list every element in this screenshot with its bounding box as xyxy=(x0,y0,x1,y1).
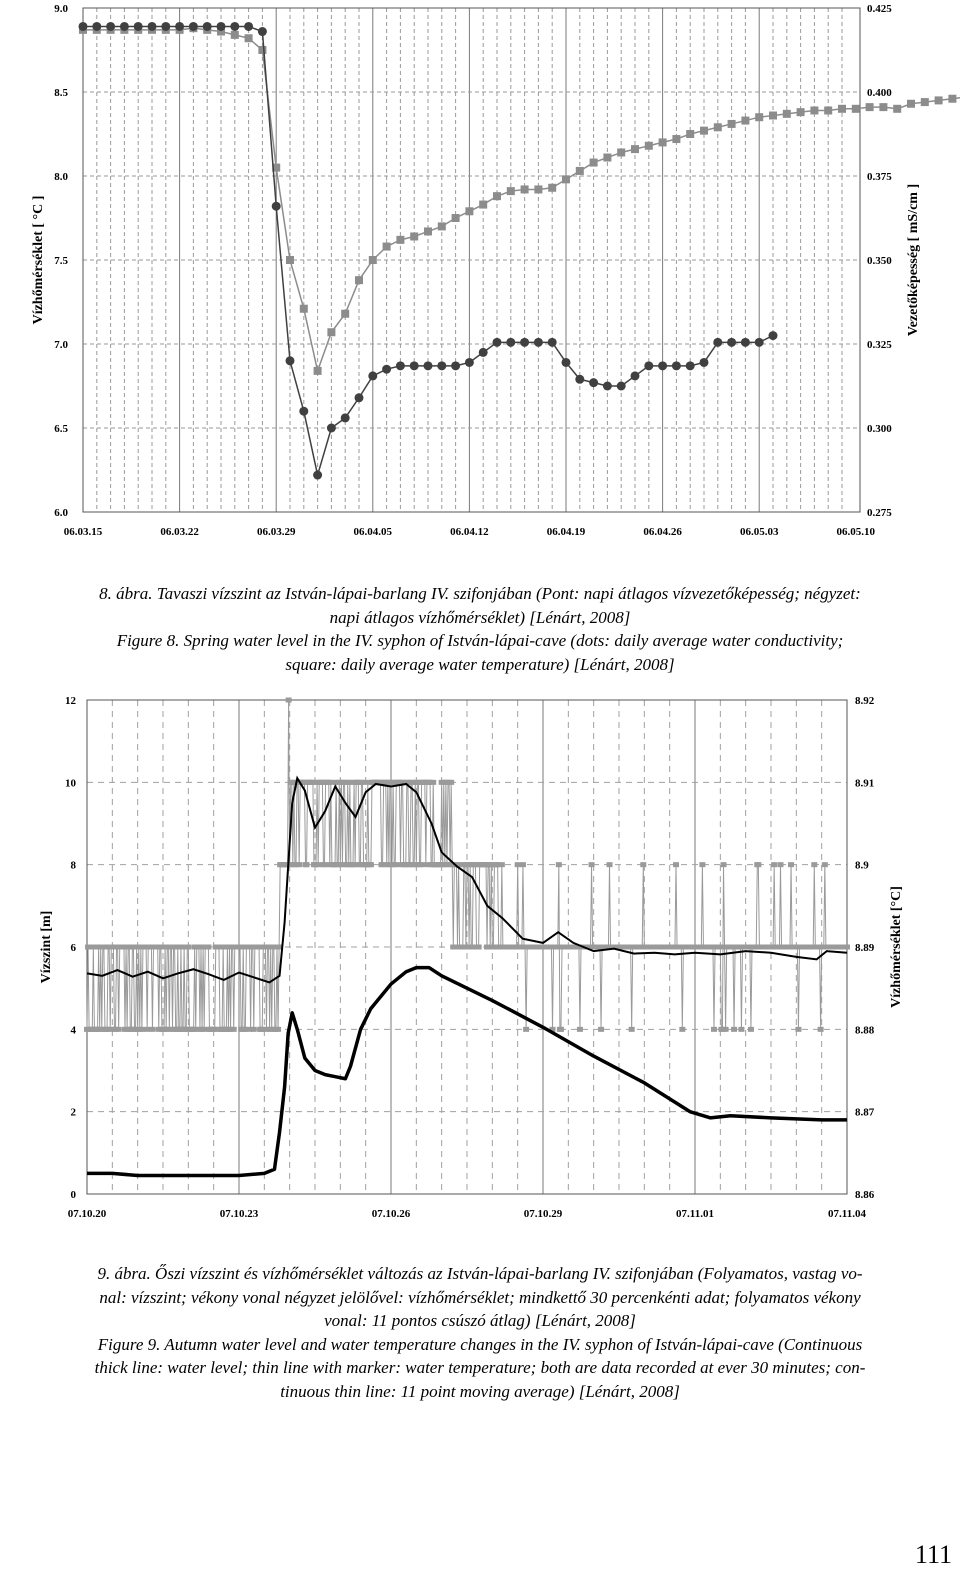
temperature-marker xyxy=(577,1027,583,1032)
x-tick-label: 07.10.29 xyxy=(523,1208,563,1220)
y-right-tick-label: 8.89 xyxy=(855,942,875,954)
y-right-tick-label: 8.92 xyxy=(855,695,875,707)
temperature-marker xyxy=(515,862,521,867)
temperature-marker xyxy=(935,96,943,104)
conductivity-marker xyxy=(79,22,88,31)
temperature-marker xyxy=(679,1027,685,1032)
conductivity-marker xyxy=(134,22,143,31)
temperature-marker xyxy=(852,105,860,113)
conductivity-marker xyxy=(741,338,750,347)
temperature-marker xyxy=(448,780,454,785)
temperature-marker xyxy=(205,945,211,950)
conductivity-marker xyxy=(534,338,543,347)
temperature-marker xyxy=(245,34,253,42)
temperature-marker xyxy=(242,1027,248,1032)
temperature-marker xyxy=(769,112,777,120)
y-left-tick-label: 10 xyxy=(65,777,76,790)
temperature-marker xyxy=(296,862,302,867)
y-right-tick-label: 0.350 xyxy=(867,255,892,267)
temperature-marker xyxy=(149,1027,155,1032)
y-left-tick-label: 6.5 xyxy=(54,423,68,435)
conductivity-marker xyxy=(299,407,308,416)
conductivity-marker xyxy=(493,338,502,347)
conductivity-marker xyxy=(769,331,778,340)
conductivity-marker xyxy=(189,22,198,31)
temperature-marker xyxy=(327,328,335,336)
temperature-marker xyxy=(866,103,874,111)
temperature-marker xyxy=(645,142,653,150)
caption-line: napi átlagos vízhőmérséklet) [Lénárt, 2008] xyxy=(329,607,631,627)
temperature-marker xyxy=(85,945,91,950)
x-tick-label: 06.05.10 xyxy=(836,526,876,538)
temperature-marker xyxy=(116,1027,122,1032)
temperature-marker xyxy=(640,862,646,867)
temperature-marker xyxy=(548,184,556,192)
temperature-marker xyxy=(300,305,308,313)
y-left-tick-label: 7.0 xyxy=(54,339,68,351)
temperature-marker xyxy=(818,1027,824,1032)
conductivity-marker xyxy=(520,338,529,347)
conductivity-marker xyxy=(148,22,157,31)
temperature-marker xyxy=(304,862,310,867)
temperature-marker xyxy=(603,154,611,162)
temperature-marker xyxy=(315,862,321,867)
temperature-marker xyxy=(629,1027,635,1032)
conductivity-marker xyxy=(368,371,377,380)
conductivity-marker xyxy=(506,338,515,347)
temperature-marker xyxy=(476,945,482,950)
conductivity-marker xyxy=(589,378,598,387)
temperature-marker xyxy=(410,232,418,240)
caption-line: 9. ábra. Őszi vízszint és vízhőmérséklet változás az István-lápai-barlang IV. szifonjában (Folyamatos, vastag vo- xyxy=(97,1264,863,1283)
conductivity-marker xyxy=(106,22,115,31)
temperature-marker xyxy=(699,862,705,867)
temperature-marker xyxy=(490,945,496,950)
y-left-axis-title: Vízszint [m] xyxy=(39,910,54,984)
x-tick-label: 06.04.19 xyxy=(546,526,586,538)
y-left-tick-label: 0 xyxy=(70,1189,76,1201)
temperature-marker xyxy=(562,175,570,183)
temperature-marker xyxy=(251,1027,257,1032)
temperature-marker xyxy=(714,123,722,131)
temperature-marker xyxy=(598,1027,604,1032)
conductivity-marker xyxy=(230,22,239,31)
temperature-marker xyxy=(778,862,784,867)
x-tick-label: 07.10.26 xyxy=(371,1208,411,1220)
temperature-marker xyxy=(907,100,915,108)
conductivity-marker xyxy=(479,348,488,357)
temperature-marker xyxy=(534,185,542,193)
temperature-marker xyxy=(590,159,598,167)
conductivity-marker xyxy=(355,393,364,402)
caption-line: tinuous thin line: 11 point moving average) [Lénárt, 2008] xyxy=(280,1381,680,1401)
temperature-marker xyxy=(723,1027,729,1032)
y-right-tick-label: 0.300 xyxy=(867,423,892,435)
y-left-tick-label: 9.0 xyxy=(54,3,68,15)
x-tick-label: 06.05.03 xyxy=(739,526,779,538)
conductivity-marker xyxy=(631,371,640,380)
y-left-tick-label: 8.0 xyxy=(54,171,68,183)
conductivity-marker xyxy=(286,356,295,365)
temperature-marker xyxy=(824,106,832,114)
caption-line: nal: vízszint; vékony vonal négyzet jelölővel: vízhőmérséklet; mindkettő 30 percenkénti adat; folyamatos vékony xyxy=(99,1287,861,1307)
conductivity-marker xyxy=(203,22,212,31)
temperature-marker xyxy=(286,256,294,264)
temperature-marker xyxy=(139,1027,145,1032)
y-left-tick-label: 7.5 xyxy=(54,255,68,267)
temperature-marker xyxy=(838,105,846,113)
caption-line: Figure 8. Spring water level in the IV. syphon of István-lápai-cave (dots: daily average water conductivity; xyxy=(116,631,844,650)
caption-line: Figure 9. Autumn water level and water temperature changes in the IV. syphon of István-lápai-cave (Continuous xyxy=(97,1334,863,1354)
temperature-marker xyxy=(341,310,349,318)
temperature-marker xyxy=(314,367,322,375)
temperature-marker xyxy=(392,862,398,867)
temperature-marker xyxy=(452,214,460,222)
page-number: 111 xyxy=(914,1540,952,1569)
x-tick-label: 06.03.29 xyxy=(256,526,296,538)
conductivity-marker xyxy=(727,338,736,347)
y-right-tick-label: 8.86 xyxy=(855,1189,875,1201)
y-right-tick-label: 8.88 xyxy=(855,1024,875,1037)
figure-8-caption xyxy=(0,582,960,676)
conductivity-marker xyxy=(562,358,571,367)
temperature-marker xyxy=(700,127,708,135)
y-right-axis-title: Vízhőmérséklet [°C] xyxy=(889,886,904,1008)
conductivity-marker xyxy=(672,361,681,370)
temperature-marker xyxy=(879,103,887,111)
temperature-marker xyxy=(144,1027,150,1032)
temperature-marker xyxy=(948,95,956,103)
conductivity-marker xyxy=(341,413,350,422)
y-left-tick-label: 6 xyxy=(70,942,76,954)
temperature-marker xyxy=(748,1027,754,1032)
temperature-marker xyxy=(521,185,529,193)
y-right-axis-title: Vezetőképesség [ mS/cm ] xyxy=(906,183,921,337)
temperature-marker xyxy=(556,862,562,867)
temperature-marker xyxy=(711,1027,717,1032)
y-left-tick-label: 6.0 xyxy=(54,507,68,519)
conductivity-marker xyxy=(644,361,653,370)
temperature-marker xyxy=(797,108,805,116)
temperature-marker xyxy=(731,1027,737,1032)
x-tick-label: 06.04.12 xyxy=(450,526,489,538)
temperature-marker xyxy=(369,256,377,264)
conductivity-marker xyxy=(258,27,267,36)
temperature-marker xyxy=(617,148,625,156)
x-tick-label: 06.03.15 xyxy=(63,526,103,538)
x-tick-label: 06.04.26 xyxy=(643,526,682,538)
temperature-marker xyxy=(558,1027,564,1032)
temperature-marker xyxy=(438,222,446,230)
temperature-marker xyxy=(507,187,515,195)
conductivity-marker xyxy=(686,361,695,370)
conductivity-marker xyxy=(424,361,433,370)
y-right-tick-label: 0.375 xyxy=(867,171,892,183)
temperature-marker xyxy=(788,862,794,867)
x-tick-label: 07.10.20 xyxy=(67,1208,107,1220)
temperature-marker xyxy=(328,780,334,785)
y-right-tick-label: 0.425 xyxy=(867,3,892,15)
temperature-marker xyxy=(844,945,850,950)
temperature-marker xyxy=(755,113,763,121)
y-right-tick-label: 8.91 xyxy=(855,777,875,790)
temperature-marker xyxy=(355,276,363,284)
temperature-marker xyxy=(520,862,526,867)
y-right-tick-label: 0.400 xyxy=(867,87,892,99)
figure-8-chart xyxy=(0,0,960,580)
conductivity-marker xyxy=(410,361,419,370)
temperature-marker xyxy=(673,862,679,867)
conductivity-marker xyxy=(161,22,170,31)
temperature-marker xyxy=(631,145,639,153)
temperature-marker xyxy=(499,862,505,867)
temperature-marker xyxy=(523,1027,529,1032)
temperature-marker xyxy=(811,862,817,867)
x-tick-label: 06.04.05 xyxy=(353,526,393,538)
temperature-marker xyxy=(795,1027,801,1032)
conductivity-marker xyxy=(575,375,584,384)
y-left-tick-label: 4 xyxy=(70,1024,76,1037)
temperature-marker xyxy=(286,698,292,703)
temperature-marker xyxy=(465,207,473,215)
temperature-marker xyxy=(741,117,749,125)
caption-line: vonal: 11 pontos csúszó átlag) [Lénárt, 2008] xyxy=(324,1311,636,1330)
figure-9-chart xyxy=(0,690,960,1230)
temperature-marker xyxy=(659,138,667,146)
temperature-marker xyxy=(396,236,404,244)
conductivity-marker xyxy=(437,361,446,370)
temperature-marker xyxy=(728,120,736,128)
conductivity-marker xyxy=(396,361,405,370)
conductivity-marker xyxy=(92,22,101,31)
temperature-marker xyxy=(275,1027,281,1032)
conductivity-marker xyxy=(713,338,722,347)
conductivity-marker xyxy=(755,338,764,347)
temperature-marker xyxy=(738,1027,744,1032)
temperature-marker xyxy=(258,46,266,54)
conductivity-marker xyxy=(382,365,391,374)
y-left-tick-label: 8.5 xyxy=(54,87,68,99)
temperature-marker xyxy=(423,862,429,867)
temperature-marker xyxy=(418,862,424,867)
conductivity-marker xyxy=(603,382,612,391)
caption-line: square: daily average water temperature) [Lénárt, 2008] xyxy=(285,654,675,674)
temperature-marker xyxy=(576,167,584,175)
caption-line: 8. ábra. Tavaszi vízszint az István-lápai-barlang IV. szifonjában (Pont: napi átlagos vízvezetőképesség; négyzet: xyxy=(99,584,861,603)
conductivity-marker xyxy=(658,361,667,370)
y-right-tick-label: 8.87 xyxy=(855,1106,875,1119)
temperature-marker xyxy=(771,862,777,867)
conductivity-marker xyxy=(327,424,336,433)
y-left-tick-label: 2 xyxy=(70,1106,76,1119)
temperature-marker xyxy=(822,862,828,867)
temperature-marker xyxy=(721,862,727,867)
temperature-marker xyxy=(185,945,191,950)
conductivity-marker xyxy=(175,22,184,31)
x-tick-label: 07.11.01 xyxy=(676,1208,714,1220)
x-tick-label: 07.10.23 xyxy=(219,1208,259,1220)
conductivity-marker xyxy=(451,361,460,370)
y-left-tick-label: 8 xyxy=(70,859,76,872)
temperature-marker xyxy=(672,135,680,143)
conductivity-marker xyxy=(120,22,129,31)
y-right-tick-label: 8.9 xyxy=(855,859,869,872)
temperature-marker xyxy=(755,862,761,867)
temperature-marker xyxy=(360,780,366,785)
y-left-tick-label: 12 xyxy=(65,695,76,707)
conductivity-marker xyxy=(617,382,626,391)
y-right-tick-label: 0.325 xyxy=(867,339,892,351)
conductivity-marker xyxy=(244,22,253,31)
conductivity-marker xyxy=(700,358,709,367)
temperature-marker xyxy=(493,192,501,200)
conductivity-marker xyxy=(313,471,322,480)
temperature-marker xyxy=(383,243,391,251)
temperature-marker xyxy=(589,862,595,867)
conductivity-marker xyxy=(465,358,474,367)
temperature-marker xyxy=(322,862,328,867)
temperature-marker xyxy=(430,780,436,785)
temperature-marker xyxy=(231,31,239,39)
temperature-marker xyxy=(479,201,487,209)
y-left-axis-title: Vízhőmérséklet [ °C ] xyxy=(31,195,46,325)
temperature-marker xyxy=(231,1027,237,1032)
temperature-marker xyxy=(212,1027,218,1032)
conductivity-marker xyxy=(272,202,281,211)
x-tick-label: 06.03.22 xyxy=(160,526,199,538)
conductivity-marker xyxy=(217,22,226,31)
caption-line: thick line: water level; thin line with marker: water temperature; both are data recorded at ever 30 minutes; con- xyxy=(94,1358,866,1377)
temperature-marker xyxy=(893,105,901,113)
temperature-marker xyxy=(90,945,96,950)
figure-9-caption xyxy=(0,1262,960,1403)
temperature-marker xyxy=(783,110,791,118)
conductivity-marker xyxy=(548,338,557,347)
y-right-tick-label: 0.275 xyxy=(867,507,892,519)
temperature-marker xyxy=(201,1027,207,1032)
figure-8-svg xyxy=(0,0,960,575)
temperature-marker xyxy=(810,106,818,114)
x-tick-label: 07.11.04 xyxy=(828,1208,866,1220)
temperature-marker xyxy=(424,227,432,235)
temperature-marker xyxy=(607,862,613,867)
temperature-marker xyxy=(368,862,374,867)
figure-9-svg xyxy=(0,690,960,1225)
temperature-marker xyxy=(686,130,694,138)
temperature-marker xyxy=(921,98,929,106)
